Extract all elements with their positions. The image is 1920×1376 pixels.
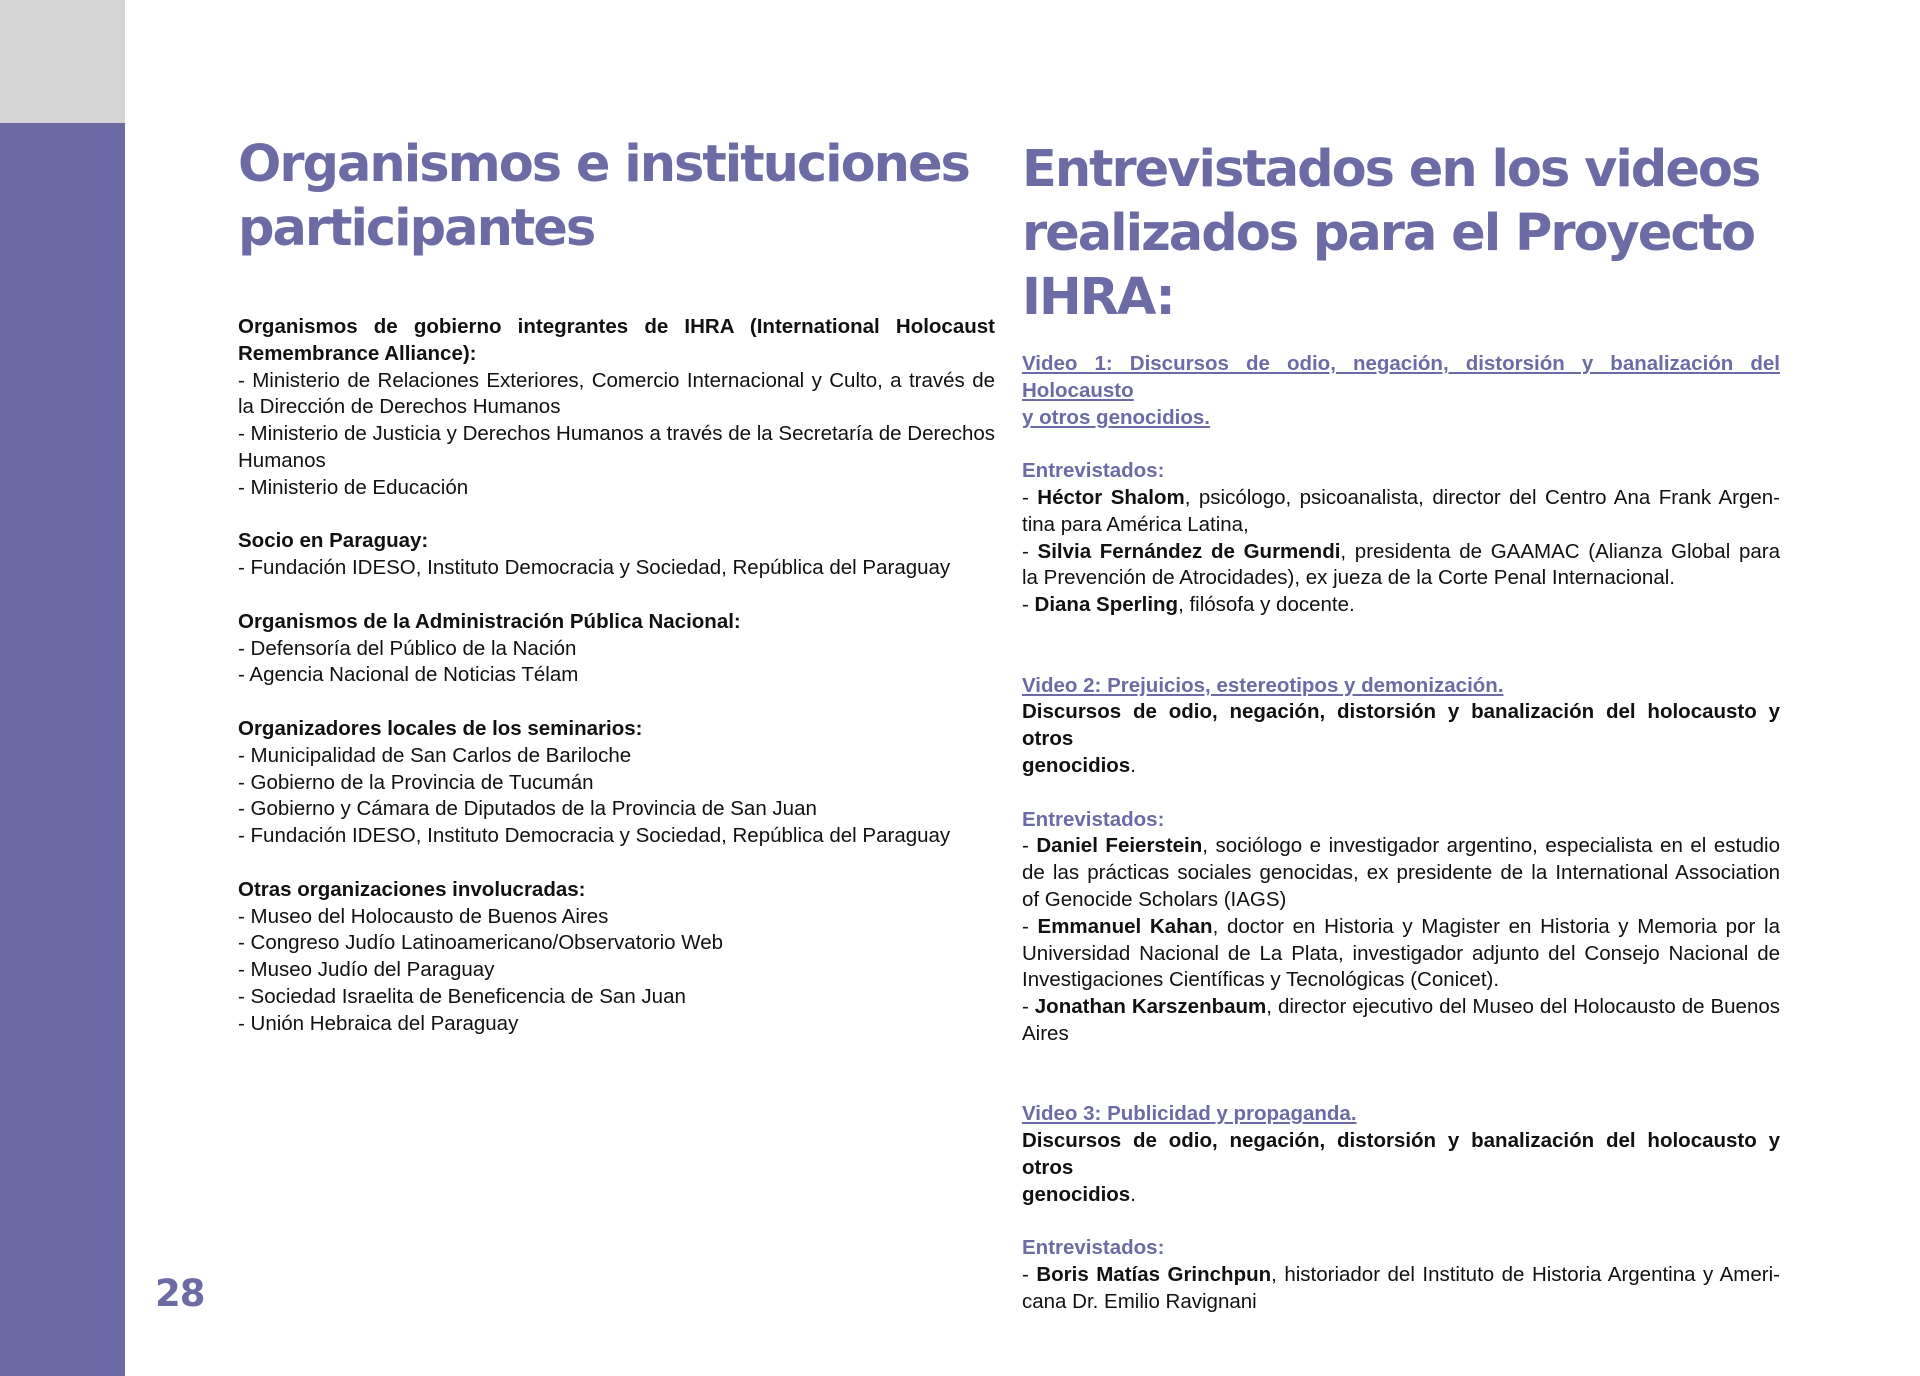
list-item: - Museo Judío del Paraguay <box>238 958 495 982</box>
list-item: - Defensoría del Público de la Nación <box>238 636 577 660</box>
interviewee-item: - Jonathan Karszenbaum, director ejecutivo del Museo del Holocausto de Buenos <box>1022 995 1780 1019</box>
interviewee-item: - Silvia Fernández de Gurmendi, presidenta de GAAMAC (Alianza Global para <box>1022 539 1780 563</box>
interviewee-name: Diana Sperling <box>1034 593 1179 617</box>
list-item: - Museo del Holocausto de Buenos Aires <box>238 904 609 928</box>
section-apn <box>238 609 995 689</box>
list-item: - Municipalidad de San Carlos de Bariloche <box>238 743 632 767</box>
interviewee-item: of Genocide Scholars (IAGS) <box>1022 887 1287 911</box>
video-description: genocidios. <box>1022 753 1136 777</box>
list-item: - Sociedad Israelita de Beneficencia de San Juan <box>238 984 686 1008</box>
heading-line: Organismos e instituciones <box>238 135 969 194</box>
section-ihra <box>238 314 995 502</box>
interviewee-item: Universidad Nacional de La Plata, investigador adjunto del Consejo Nacional de <box>1022 941 1780 965</box>
entrevistados-label: Entrevistados: <box>1022 459 1165 483</box>
video-2-block <box>1022 673 1780 1048</box>
list-item: - Fundación IDESO, Instituto Democracia y Sociedad, República del Paraguay <box>238 556 951 580</box>
entrevistados-label: Entrevistados: <box>1022 807 1165 831</box>
interviewee-item: la Prevención de Atrocidades), ex jueza de la Corte Penal Internacional. <box>1022 566 1675 590</box>
list-item: - Congreso Judío Latinoamericano/Observatorio Web <box>238 931 724 955</box>
list-item: - Ministerio de Relaciones Exteriores, Comercio Internacional y Culto, a través de <box>238 368 995 392</box>
organismos-list <box>238 314 995 1064</box>
sidebar-band <box>0 123 125 1376</box>
list-item: - Fundación IDESO, Instituto Democracia y Sociedad, República del Paraguay <box>238 824 951 848</box>
video-description: genocidios. <box>1022 1182 1136 1206</box>
interviewee-item: - Diana Sperling, filósofa y docente. <box>1022 593 1355 617</box>
list-item: la Dirección de Derechos Humanos <box>238 395 561 419</box>
list-item: - Agencia Nacional de Noticias Télam <box>238 663 579 687</box>
interviewee-item: Aires <box>1022 1021 1069 1045</box>
list-item: - Ministerio de Justicia y Derechos Humanos a través de la Secretaría de Derechos <box>238 422 995 446</box>
section-title: Otras organizaciones involucradas: <box>238 877 586 901</box>
interviewee-name: Boris Matías Grinchpun <box>1036 1263 1272 1287</box>
interviewee-item: - Daniel Feierstein, sociólogo e investigador argentino, especialista en el estudio <box>1022 834 1780 858</box>
interviewee-item: cana Dr. Emilio Ravignani <box>1022 1289 1257 1313</box>
list-item: - Unión Hebraica del Paraguay <box>238 1011 519 1035</box>
interviewee-name: Héctor Shalom <box>1037 485 1185 509</box>
interviewee-item: Investigaciones Científicas y Tecnológicas (Conicet). <box>1022 968 1500 992</box>
heading-line: Entrevistados en los videos <box>1022 140 1760 199</box>
interviewee-name: Silvia Fernández de Gurmendi <box>1037 539 1341 563</box>
video-2-link[interactable]: Video 2: Prejuicios, estereotipos y demonización. <box>1022 673 1504 697</box>
interviewee-item: - Emmanuel Kahan, doctor en Historia y Magister en Historia y Memoria por la <box>1022 914 1780 938</box>
list-item: - Gobierno de la Provincia de Tucumán <box>238 770 594 794</box>
section-otras <box>238 877 995 1038</box>
video-3-block <box>1022 1101 1780 1315</box>
sidebar-top-block <box>0 0 125 123</box>
list-item: Humanos <box>238 448 326 472</box>
section-title: Organismos de la Administración Pública Nacional: <box>238 609 741 633</box>
section-title: Remembrance Alliance): <box>238 341 477 365</box>
interviewee-item: - Boris Matías Grinchpun, historiador del Instituto de Historia Argentina y Ameri- <box>1022 1263 1780 1287</box>
section-locales <box>238 716 995 850</box>
heading-line: participantes <box>238 199 595 258</box>
entrevistados-label: Entrevistados: <box>1022 1236 1165 1260</box>
interviewee-name: Jonathan Karszenbaum <box>1034 995 1267 1019</box>
interviewee-name: Daniel Feierstein <box>1036 834 1203 858</box>
entrevistados-list <box>1022 351 1780 1316</box>
video-description: Discursos de odio, negación, distorsión y banalización del holocausto y otros <box>1022 700 1780 751</box>
video-1-link[interactable]: y otros genocidios. <box>1022 405 1210 429</box>
interviewee-name: Emmanuel Kahan <box>1037 914 1213 938</box>
video-description: Discursos de odio, negación, distorsión y banalización del holocausto y otros <box>1022 1129 1780 1179</box>
section-title: Socio en Paraguay: <box>238 529 429 553</box>
section-title: Organismos de gobierno integrantes de IHRA (International Holocaust <box>238 315 995 338</box>
heading-line: IHRA: <box>1022 268 1174 327</box>
interviewee-item: - Héctor Shalom, psicólogo, psicoanalista, director del Centro Ana Frank Argen- <box>1022 485 1781 509</box>
video-3-link[interactable]: Video 3: Publicidad y propaganda. <box>1022 1102 1357 1126</box>
list-item: - Gobierno y Cámara de Diputados de la Provincia de San Juan <box>238 797 817 821</box>
video-1-link[interactable]: Video 1: Discursos de odio, negación, distorsión y banalización del Holocausto <box>1022 352 1780 402</box>
page-number: 28 <box>155 1272 205 1315</box>
video-1-block <box>1022 351 1780 619</box>
section-title: Organizadores locales de los seminarios: <box>238 716 643 740</box>
interviewee-item: tina para América Latina, <box>1022 512 1249 536</box>
list-item: - Ministerio de Educación <box>238 475 469 499</box>
interviewee-item: de las prácticas sociales genocidas, ex presidente de la International Association <box>1022 861 1780 885</box>
heading-entrevistados <box>1022 138 1759 330</box>
section-socio <box>238 528 995 582</box>
heading-line: realizados para el Proyecto <box>1022 204 1754 263</box>
heading-organismos <box>238 133 969 261</box>
